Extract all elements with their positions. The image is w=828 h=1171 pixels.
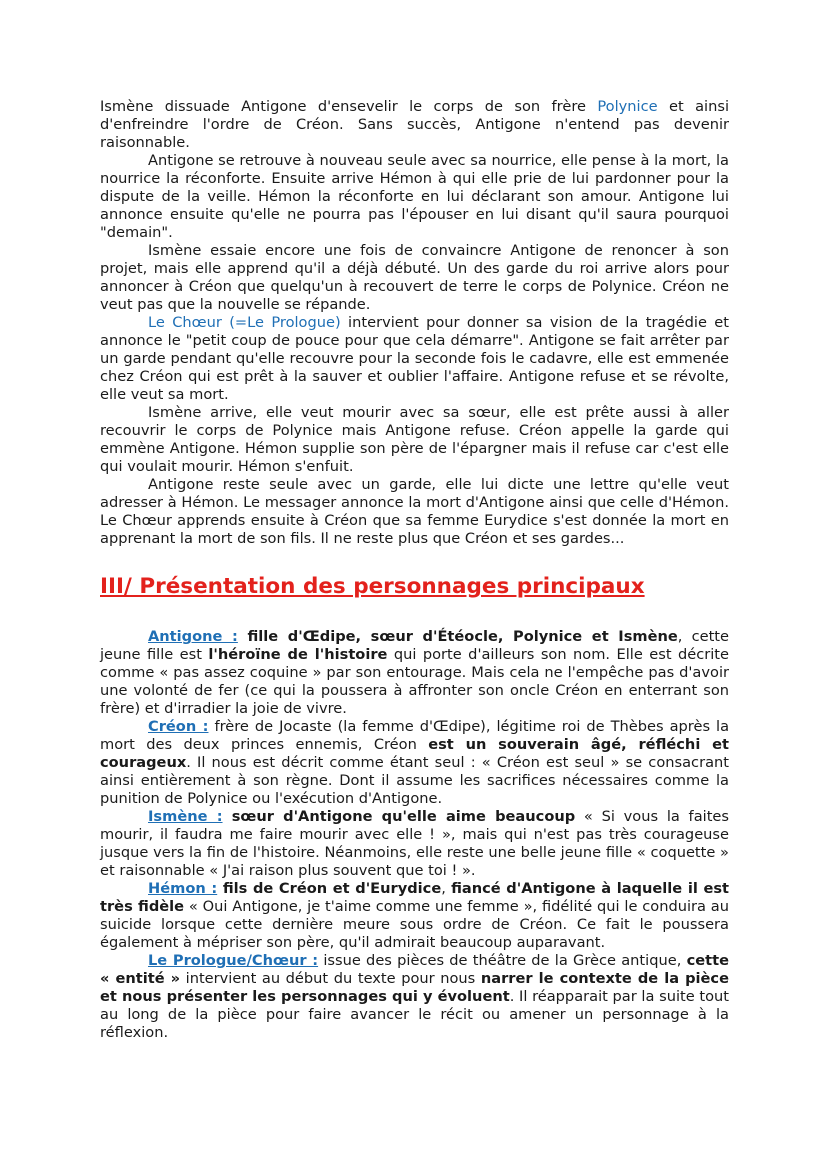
body-text: . Il nous est décrit comme étant seul : « Créon est seul » se consacrant ainsi entièrement à son règne. Dont il assume les sacrifices nécessaires comme la punition de Polynice ou l'exécution d'Antigone.	[100, 754, 729, 807]
bold-text: fils de Créon et d'Eurydice	[217, 880, 442, 897]
body-text: frère de Jocaste (la femme d'Œdipe), légitime roi de Thèbes après la mort des deux princes ennemis, Créon	[100, 718, 730, 753]
body-text: , cette jeune fille est	[100, 628, 730, 663]
body-text: intervient au début du texte pour nous	[180, 970, 481, 987]
character-creon	[100, 718, 729, 808]
summary-paragraph-6: Antigone reste seule avec un garde, elle lui dicte une lettre qu'elle veut adresser à Hémon. Le messager annonce la mort d'Antigone ainsi que celle d'Hémon. Le Chœur apprends ensuite à Créon que sa femme Eurydice s'est donnée la mort en apprenant la mort de son fils. Il ne reste plus que Créon et ses gardes...	[100, 476, 729, 547]
character-name-prologue[interactable]: Le Prologue/Chœur :	[148, 952, 319, 969]
character-name-antigone[interactable]: Antigone :	[148, 628, 238, 645]
character-name-hemon[interactable]: Hémon :	[148, 880, 218, 897]
body-text: qui porte d'ailleurs son nom. Elle est décrite comme « pas assez coquine » par son entourage. Mais cela ne l'empêche pas d'avoir une volonté de fer (ce qui la poussera à affronter son oncle Créon en enterrant son frère) et d'irradier la joie de vivre.	[100, 646, 730, 717]
character-hemon	[100, 880, 729, 952]
bold-text: narrer le contexte de la pièce et nous présenter les personnages qui y évoluent	[100, 970, 729, 1005]
document-page	[100, 98, 729, 1042]
bold-text: l'héroïne de l'histoire	[208, 646, 388, 663]
summary-text: Ismène dissuade Antigone d'ensevelir le corps de son frère	[100, 98, 598, 115]
choeur-link[interactable]: Le Chœur (=Le Prologue)	[148, 314, 341, 331]
bold-text: cette « entité »	[100, 952, 729, 987]
body-text: « Si vous la faites mourir, il faudra me faire mourir avec elle ! », mais qui n'est pas très courageuse jusque vers la fin de l'histoire. Néanmoins, elle reste une belle jeune fille « coquette » et raisonnable « J'ai raison plus souvent que toi ! ».	[100, 808, 729, 879]
summary-paragraph-2: Antigone se retrouve à nouveau seule avec sa nourrice, elle pense à la mort, la nourrice la réconforte. Ensuite arrive Hémon à qui elle prie de lui pardonner pour la dispute de la veille. Hémon la réconforte en lui déclarant son amour. Antigone lui annonce ensuite qu'elle ne pourra pas l'épouser en lui disant qu'il saura pourquoi "demain".	[100, 152, 729, 241]
character-name-ismene[interactable]: Ismène :	[148, 808, 223, 825]
bold-text: fiancé d'Antigone à laquelle il est très fidèle	[100, 880, 730, 915]
character-prologue	[100, 952, 729, 1042]
character-antigone	[100, 628, 729, 718]
summary-paragraph-4	[100, 314, 729, 404]
polynice-link[interactable]: Polynice	[597, 98, 658, 115]
body-text: issue des pièces de théâtre de la Grèce antique,	[318, 952, 687, 969]
bold-text: sœur d'Antigone qu'elle aime beaucoup	[222, 808, 576, 825]
character-ismene	[100, 808, 729, 880]
body-text: ,	[441, 880, 452, 897]
bold-text: fille d'Œdipe, sœur d'Étéocle, Polynice et Ismène	[237, 628, 678, 645]
summary-paragraph-5: Ismène arrive, elle veut mourir avec sa sœur, elle est prête aussi à aller recouvrir le corps de Polynice mais Antigone refuse. Créon appelle la garde qui emmène Antigone. Hémon supplie son père de l'épargner mais il refuse car c'est elle qui voulait mourir. Hémon s'enfuit.	[100, 404, 729, 475]
character-name-creon[interactable]: Créon :	[148, 718, 209, 735]
body-text: « Oui Antigone, je t'aime comme une femme », fidélité qui le conduira au suicide lorsque cette dernière meure sous ordre de Créon. Ce fait le poussera également à mépriser son père, qu'il admirait beaucoup auparavant.	[100, 898, 729, 951]
section-heading: III/ Présentation des personnages principaux	[100, 574, 645, 599]
summary-paragraph-1	[100, 98, 729, 152]
summary-text: intervient pour donner sa vision de la tragédie et annonce le "petit coup de pouce pour que cela démarre". Antigone se fait arrêter par un garde pendant qu'elle recouvre pour la seconde fois le cadavre, elle est emmenée chez Créon qui est prêt à la sauver et oublier l'affaire. Antigone refuse et se révolte, elle veut sa mort.	[100, 314, 729, 403]
bold-text: est un souverain âgé, réfléchi et courageux	[100, 736, 730, 771]
body-text: . Il réapparait par la suite tout au long de la pièce pour faire avancer le récit ou amener un personnage à la réflexion.	[100, 988, 729, 1041]
summary-paragraph-3: Ismène essaie encore une fois de convaincre Antigone de renoncer à son projet, mais elle apprend qu'il a déjà débuté. Un des garde du roi arrive alors pour annoncer à Créon que quelqu'un à recouvert de terre le corps de Polynice. Créon ne veut pas que la nouvelle se répande.	[100, 242, 729, 313]
summary-text: et ainsi d'enfreindre l'ordre de Créon. Sans succès, Antigone n'entend pas devenir raisonnable.	[100, 98, 729, 151]
